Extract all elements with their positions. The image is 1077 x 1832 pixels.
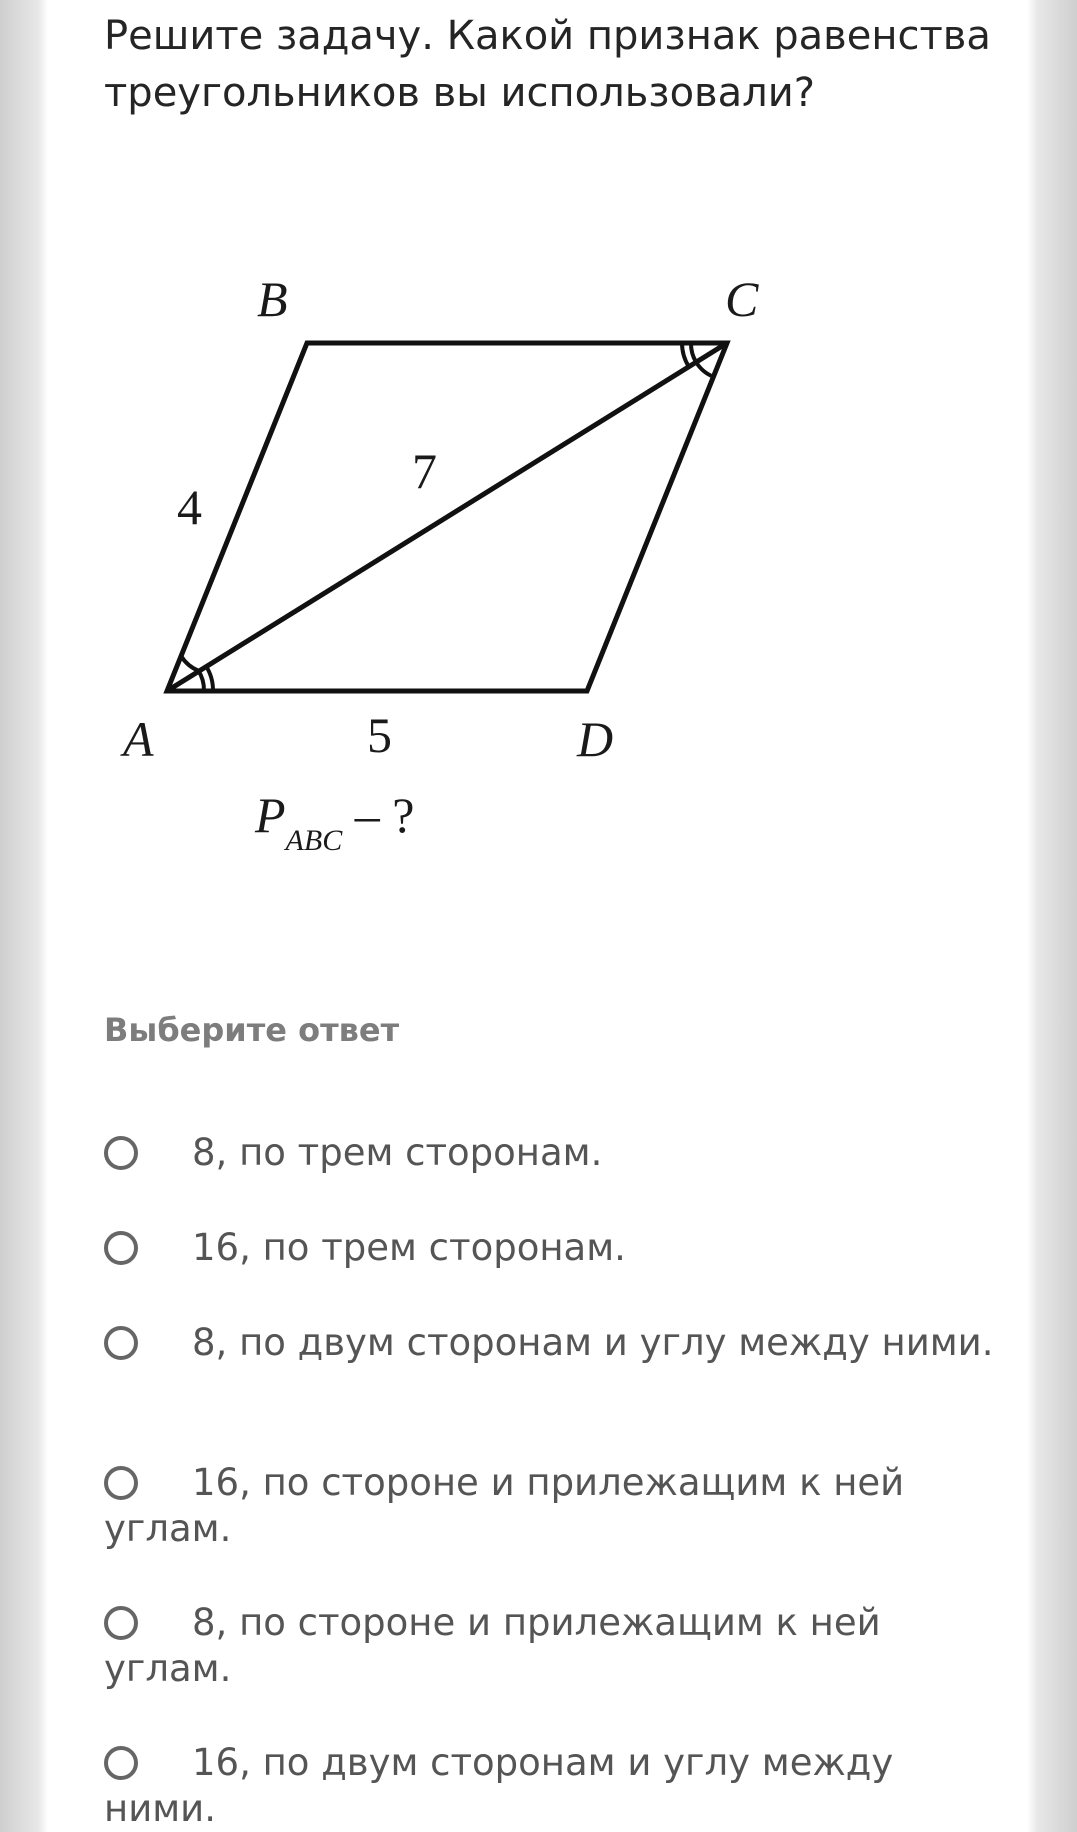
angle-cad-arc-2	[206, 666, 213, 691]
perimeter-subscript: ABC	[285, 824, 343, 857]
radio-button-icon[interactable]	[104, 1746, 138, 1780]
parallelogram-figure	[95, 270, 759, 880]
answer-option-label: 8, по стороне и прилежащим к ней углам.	[104, 1601, 881, 1690]
diagonal-ac	[167, 343, 727, 691]
answer-option-label: 8, по двум сторонам и углу между ними.	[192, 1321, 994, 1364]
task-perimeter-label	[254, 787, 414, 857]
answer-option-label: 16, по стороне и прилежащим к ней углам.	[104, 1461, 905, 1550]
perimeter-symbol: P	[255, 787, 286, 843]
vertex-label-c: C	[725, 271, 759, 327]
vertex-label-d: D	[577, 711, 614, 767]
answer-option-6[interactable]	[104, 1740, 1004, 1832]
answer-option-3[interactable]	[104, 1320, 1004, 1366]
angle-acd-arc	[696, 362, 714, 377]
answer-option-label: 8, по трем сторонам.	[192, 1131, 603, 1174]
vertex-label-b: B	[257, 271, 288, 327]
angle-bca-arc-2	[682, 343, 689, 367]
angle-bac-arc	[181, 656, 199, 671]
answer-option-2[interactable]	[104, 1225, 1004, 1271]
radio-button-icon[interactable]	[104, 1231, 138, 1265]
side-label-ac: 7	[412, 443, 437, 499]
angle-cad-arc-1	[198, 670, 204, 691]
vertex-label-a: A	[123, 711, 154, 767]
radio-button-icon[interactable]	[104, 1466, 138, 1500]
parallelogram-diagram	[95, 270, 759, 880]
answer-option-label: 16, по двум сторонам и углу между ними.	[104, 1741, 894, 1830]
radio-button-icon[interactable]	[104, 1326, 138, 1360]
question-text: Решите задачу. Какой признак равенства треугольников вы использовали?	[104, 13, 991, 116]
radio-button-icon[interactable]	[104, 1606, 138, 1640]
answer-option-4[interactable]	[104, 1460, 1004, 1552]
answer-option-1[interactable]	[104, 1130, 1004, 1176]
angle-bca-arc-1	[691, 343, 696, 362]
radio-button-icon[interactable]	[104, 1136, 138, 1170]
answer-prompt: Выберите ответ	[104, 1011, 400, 1049]
answer-option-5[interactable]	[104, 1600, 1004, 1692]
side-label-ab: 4	[177, 479, 202, 535]
side-label-ad: 5	[367, 707, 392, 763]
answer-option-label: 16, по трем сторонам.	[192, 1226, 626, 1269]
perimeter-question: – ?	[342, 787, 415, 843]
